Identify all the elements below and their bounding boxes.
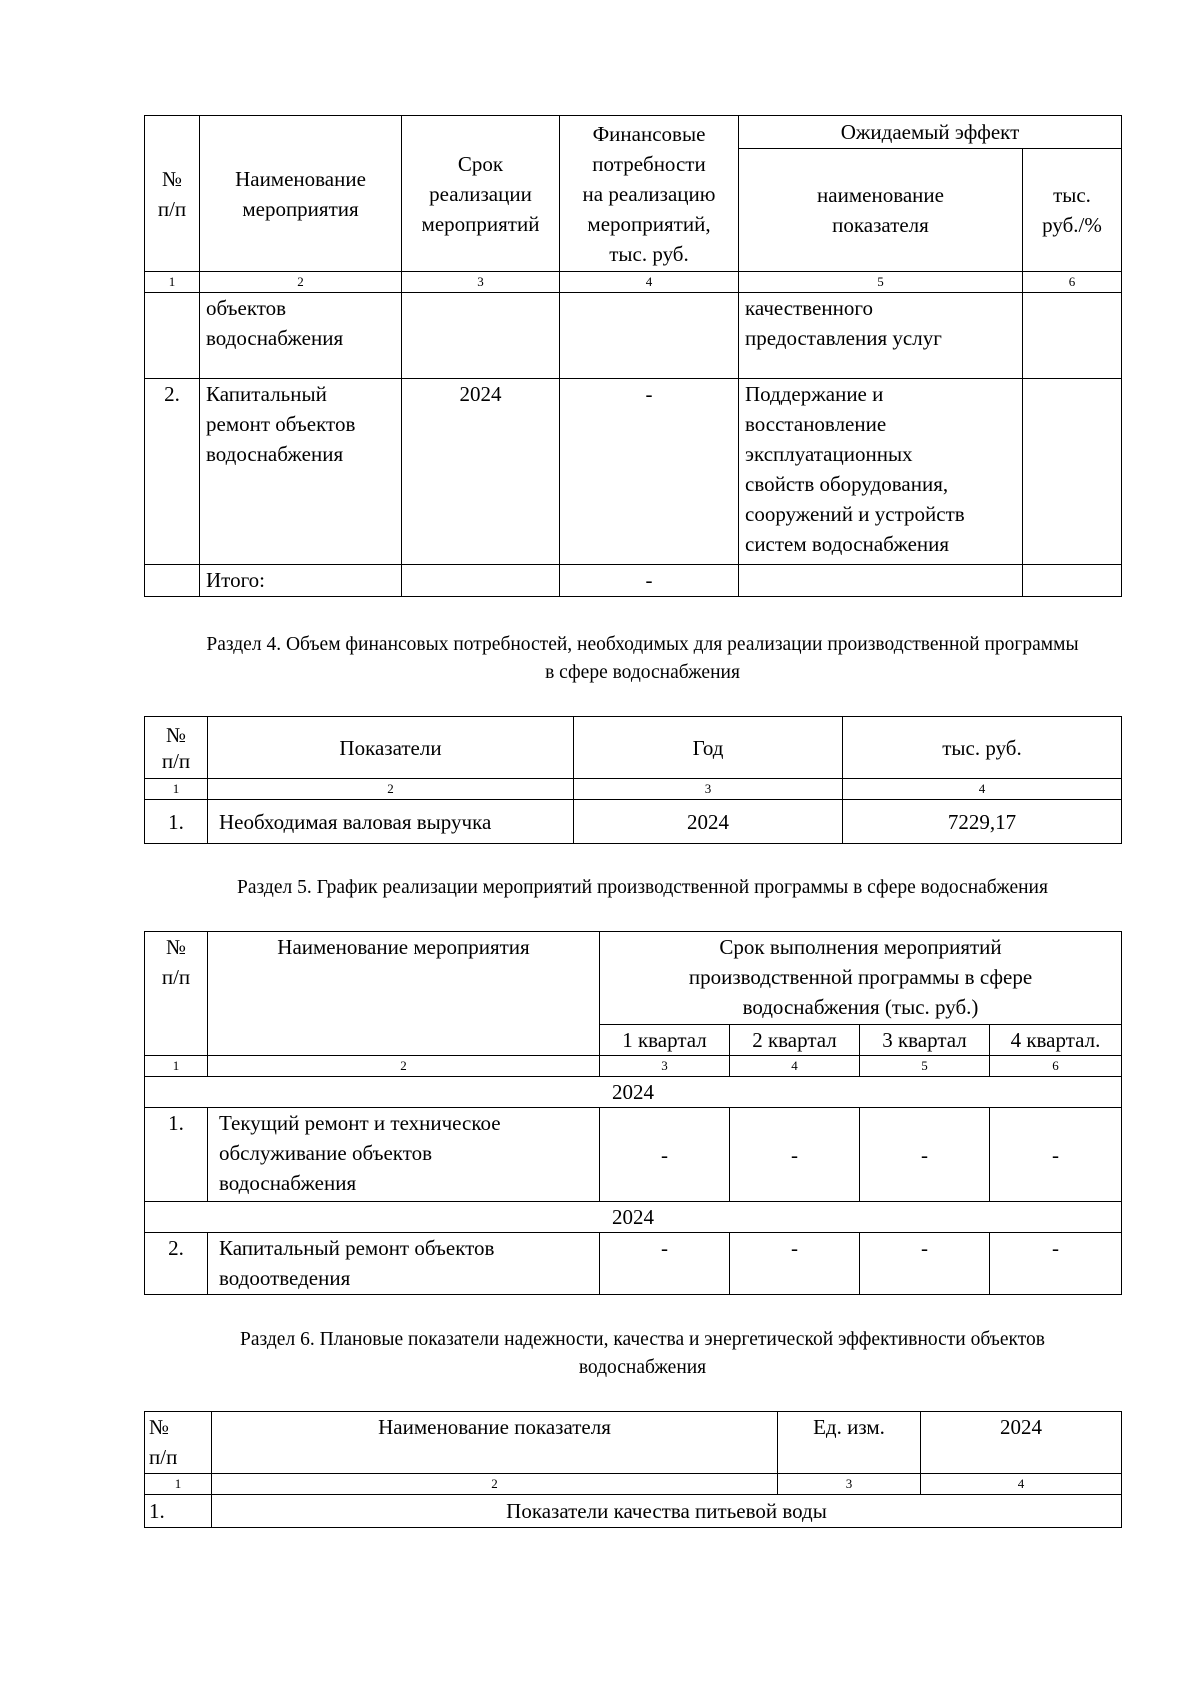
- section6-caption: Раздел 6. Плановые показатели надежности, качества и энергетической эффективности объектов водоснабжения: [240, 1329, 1045, 1378]
- header-name: Наименование мероприятия: [200, 116, 402, 272]
- header-effect-group: Ожидаемый эффект: [739, 116, 1122, 149]
- header-effect-name: наименование показателя: [739, 149, 1023, 272]
- year-row: 2024: [145, 1077, 1122, 1108]
- measure-name: Текущий ремонт и техническое обслуживание объектов водоснабжения: [208, 1108, 600, 1202]
- column-numbers-row: 1 2 3 4: [145, 779, 1122, 800]
- header-num: № п/п: [145, 717, 208, 779]
- header-amount: тыс. руб.: [843, 717, 1122, 779]
- header-num: № п/п: [145, 116, 200, 272]
- header-term: Срок реализации мероприятий: [402, 116, 560, 272]
- header-num: № п/п: [145, 1412, 212, 1474]
- header-name: Наименование показателя: [212, 1412, 778, 1474]
- header-num: № п/п: [145, 932, 208, 1056]
- group-title: Показатели качества питьевой воды: [212, 1495, 1122, 1528]
- schedule-table: [144, 931, 1122, 1295]
- year-row: 2024: [145, 1202, 1122, 1233]
- header-year: Год: [574, 717, 843, 779]
- table-row: 2. Капитальный ремонт объектов водоснабжения 2024 - Поддержание и восстановление эксплуатационных свойств оборудования, сооружений и устройств систем водоснабжения: [145, 379, 1122, 565]
- table-row: 2. Капитальный ремонт объектов водоотведения - - - -: [145, 1233, 1122, 1295]
- column-numbers-row: 1 2 3 4 5 6: [145, 1056, 1122, 1077]
- table-row: 1. Текущий ремонт и техническое обслуживание объектов водоснабжения - - - -: [145, 1108, 1122, 1202]
- header-quarter-1: 1 квартал: [600, 1025, 730, 1056]
- row-effect: качественного предоставления услуг: [739, 293, 1023, 379]
- table-row: [145, 293, 1122, 379]
- header-unit: Ед. изм.: [778, 1412, 921, 1474]
- column-numbers-row: 1 2 3 4: [145, 1474, 1122, 1495]
- header-finance: Финансовые потребности на реализацию мероприятий, тыс. руб.: [560, 116, 739, 272]
- header-indicator: Показатели: [208, 717, 574, 779]
- column-numbers-row: 1 2 3 4 5 6: [145, 272, 1122, 293]
- financial-needs-table: [144, 716, 1122, 844]
- indicator-name: Необходимая валовая выручка: [208, 800, 574, 844]
- section5-caption: Раздел 5. График реализации мероприятий производственной программы в сфере водоснабжения: [237, 877, 1048, 898]
- header-quarter-4: 4 квартал.: [990, 1025, 1122, 1056]
- table-row: 1. Необходимая валовая выручка 2024 7229,17: [145, 800, 1122, 844]
- header-name: Наименование мероприятия: [208, 932, 600, 1056]
- measure-name: Капитальный ремонт объектов водоотведения: [208, 1233, 600, 1295]
- section4-caption: Раздел 4. Объем финансовых потребностей, необходимых для реализации производственной программы в сфере водоснабжения: [206, 634, 1079, 683]
- total-label: Итого:: [200, 565, 402, 597]
- header-year: 2024: [921, 1412, 1122, 1474]
- row-name: Капитальный ремонт объектов водоснабжения: [200, 379, 402, 565]
- revenue-value: 7229,17: [843, 800, 1122, 844]
- measures-table: [144, 115, 1122, 597]
- header-quarter-3: 3 квартал: [860, 1025, 990, 1056]
- table-row: 1. Показатели качества питьевой воды: [145, 1495, 1122, 1528]
- total-row: [145, 565, 1122, 597]
- header-effect-value: тыс. руб./%: [1023, 149, 1122, 272]
- header-quarter-2: 2 квартал: [730, 1025, 860, 1056]
- total-finance: -: [560, 565, 739, 597]
- header-term-group: Срок выполнения мероприятий производственной программы в сфере водоснабжения (тыс. руб.): [600, 932, 1122, 1025]
- row-effect: Поддержание и восстановление эксплуатационных свойств оборудования, сооружений и устройств систем водоснабжения: [739, 379, 1023, 565]
- indicators-table: [144, 1411, 1122, 1528]
- row-name: объектов водоснабжения: [200, 293, 402, 379]
